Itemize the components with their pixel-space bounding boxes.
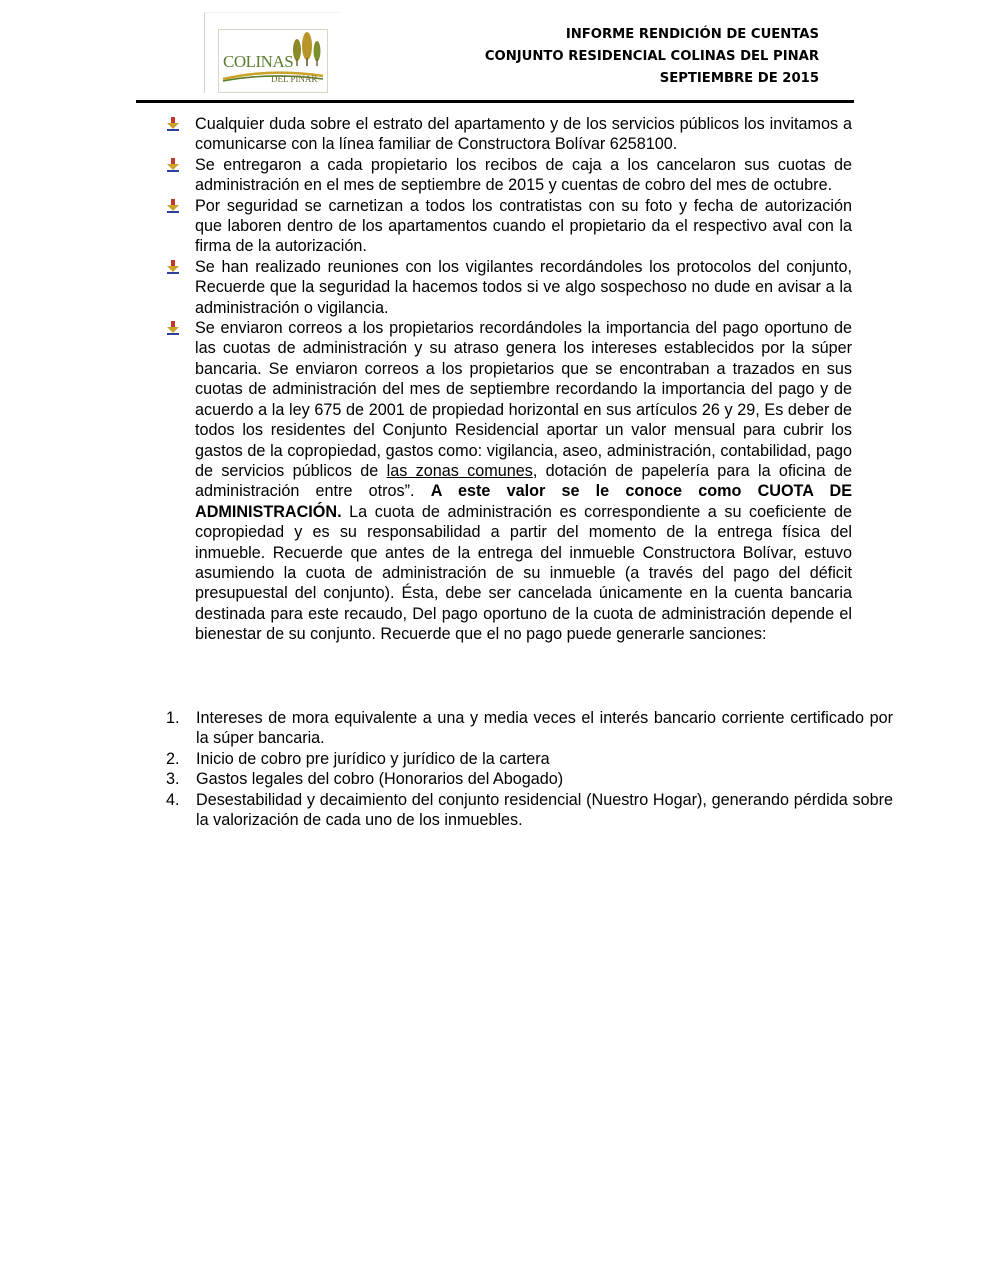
underlined-phrase: las zonas comunes — [386, 461, 533, 480]
list-item-text: Inicio de cobro pre jurídico y jurídico de la cartera — [196, 749, 550, 768]
list-item — [166, 196, 852, 257]
list-item — [166, 257, 852, 318]
arrow-down-bullet-icon — [166, 158, 180, 172]
list-number: 1. — [166, 709, 180, 727]
colinas-del-pinar-logo — [218, 29, 328, 93]
list-item — [166, 155, 852, 196]
bullet-text: Se han realizado reuniones con los vigilantes recordándoles los protocolos del conjunto, Recuerde que la seguridad la hacemos todos si ve algo sospechoso no dude en avisar a la administración o vigilancia. — [195, 257, 852, 317]
list-item — [166, 790, 893, 831]
list-item — [166, 769, 893, 789]
list-item-text: Desestabilidad y decaimiento del conjunto residencial (Nuestro Hogar), generando pérdida sobre la valorización de cada uno de los inmuebles. — [196, 790, 893, 830]
logo-name: COLINAS — [223, 52, 294, 71]
bullet-text: Por seguridad se carnetizan a todos los contratistas con su foto y fecha de autorización que laboren dentro de los apartamentos cuando el propietario da el respectivo aval con la firma de la autorización. — [195, 196, 852, 256]
arrow-down-bullet-icon — [166, 199, 180, 213]
bullet5-text-part3: La cuota de administración es correspondiente a su coeficiente de copropiedad y es su responsabilidad a partir del momento de la entrega física del inmueble. Recuerde que antes de la entrega del inmueble Constructora Bolívar, estuvo asumiendo la cuota de administración de su inmueble (a través del pago del déficit presupuestal del conjunto). Ésta, debe ser cancelada únicamente en la cuenta bancaria destinada para este recaudo, Del pago oportuno de la cuota de administración depende el bienestar de su conjunto. Recuerde que el no pago puede generarle sanciones: — [195, 502, 852, 644]
logo-subtitle: DEL PINAR — [271, 74, 318, 84]
list-number: 2. — [166, 749, 180, 768]
page-header — [0, 0, 990, 104]
bullet-list — [166, 114, 852, 645]
list-item-text: Intereses de mora equivalente a una y media veces el interés bancario corriente certificado por la súper bancaria. — [196, 709, 893, 748]
report-title: INFORME RENDICIÓN DE CUENTAS — [565, 27, 819, 42]
list-item-text: Gastos legales del cobro (Honorarios del Abogado) — [196, 770, 564, 789]
bullet-text: Se entregaron a cada propietario los recibos de caja a los cancelaron sus cuotas de administración en el mes de septiembre de 2015 y cuentas de cobro del mes de octubre. — [195, 155, 852, 195]
list-number: 3. — [166, 770, 180, 789]
list-item — [166, 749, 893, 769]
arrow-down-bullet-icon — [166, 321, 180, 335]
list-item — [166, 114, 852, 155]
bullet5-text-part1: Se enviaron correos a los propietarios recordándoles la importancia del pago oportuno de las cuotas de administración y su atraso genera los intereses establecidos por la súper bancaria. Se enviaron correos a los propietarios que se encontraban a trazados en sus cuotas de administración del mes de septiembre recordando la importancia del pago y de acuerdo a la ley 675 de 2001 de propiedad horizontal en sus artículos 26 y 29, Es deber de todos los residentes del Conjunto Residencial aportar un valor mensual para cubrir los gastos de la copropiedad, gastos como: vigilancia, aseo, administración, contabilidad, pago de servicios públicos de — [195, 319, 852, 480]
header-divider — [136, 100, 854, 103]
arrow-down-bullet-icon — [166, 260, 180, 274]
logo-frame — [204, 12, 339, 93]
bullet5-text-part2: , dotación de papelería para la oficina de administración entre otros”. — [195, 461, 853, 501]
bullet-text: Cualquier duda sobre el estrato del apartamento y de los servicios públicos los invitamos a comunicarse con la línea familiar de Constructora Bolívar 6258100. — [195, 115, 852, 154]
bold-phrase: A este valor se le conoce como CUOTA DE ADMINISTRACIÓN. — [195, 482, 852, 521]
numbered-list — [166, 708, 893, 830]
list-item — [166, 708, 893, 749]
complex-name: CONJUNTO RESIDENCIAL COLINAS DEL PINAR — [484, 49, 819, 64]
list-number: 4. — [166, 790, 180, 809]
report-date: SEPTIEMBRE DE 2015 — [659, 71, 819, 86]
list-item — [166, 318, 852, 645]
bullet-text — [195, 318, 852, 645]
arrow-down-bullet-icon — [166, 117, 180, 131]
